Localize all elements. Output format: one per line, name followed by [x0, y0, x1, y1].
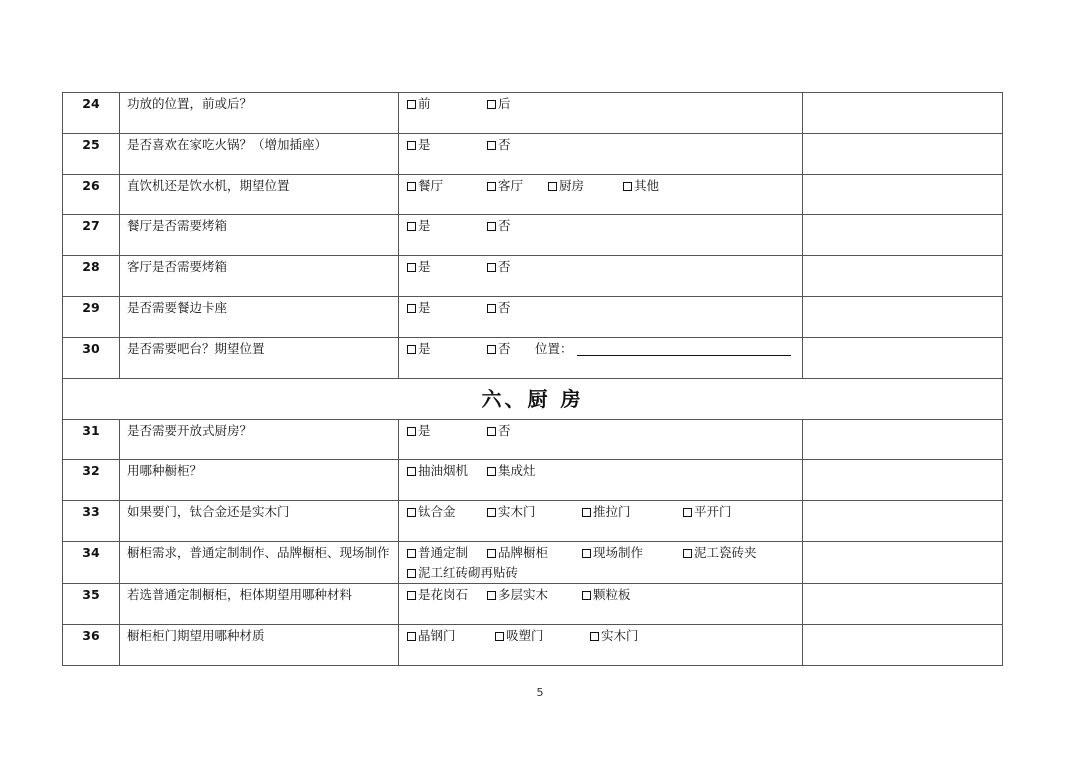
option-label: 厨房 [559, 177, 585, 193]
checkbox-icon[interactable] [407, 182, 416, 191]
options-cell [399, 419, 803, 460]
question-row [63, 174, 1003, 215]
question-text: 餐厅是否需要烤箱 [120, 215, 399, 256]
checkbox-icon[interactable] [487, 549, 496, 558]
options-cell [399, 256, 803, 297]
question-number: 35 [63, 583, 120, 624]
option-checkbox[interactable] [407, 94, 431, 114]
question-number: 30 [63, 337, 120, 378]
question-text: 如果要门，钛合金还是实木门 [120, 501, 399, 542]
checkbox-icon[interactable] [407, 345, 416, 354]
options-cell [399, 501, 803, 542]
checkbox-icon[interactable] [582, 591, 591, 600]
options-cell [399, 93, 803, 134]
option-label: 否 [498, 340, 511, 356]
question-number: 31 [63, 419, 120, 460]
checkbox-icon[interactable] [407, 508, 416, 517]
question-row [63, 583, 1003, 624]
options-cell [399, 541, 803, 583]
checkbox-icon[interactable] [548, 182, 557, 191]
question-row [63, 215, 1003, 256]
question-row [63, 541, 1003, 583]
question-number: 34 [63, 541, 120, 583]
option-checkbox[interactable] [487, 421, 511, 441]
question-text: 橱柜柜门期望用哪种材质 [120, 624, 399, 665]
question-text: 是否喜欢在家吃火锅？（增加插座） [120, 133, 399, 174]
checkbox-icon[interactable] [487, 100, 496, 109]
checkbox-icon[interactable] [487, 591, 496, 600]
checkbox-icon[interactable] [407, 427, 416, 436]
option-checkbox[interactable] [683, 502, 732, 522]
options-cell [399, 174, 803, 215]
remark-cell[interactable] [803, 583, 1003, 624]
option-checkbox[interactable] [582, 502, 631, 522]
question-row [63, 501, 1003, 542]
option-checkbox[interactable] [407, 176, 443, 196]
remark-cell[interactable] [803, 541, 1003, 583]
question-number: 36 [63, 624, 120, 665]
question-text: 是否需要开放式厨房？ [120, 419, 399, 460]
option-label: 品牌橱柜 [498, 544, 549, 560]
option-label: 否 [498, 422, 511, 438]
option-checkbox[interactable] [548, 176, 584, 196]
checkbox-icon[interactable] [590, 632, 599, 641]
question-text: 功放的位置，前或后？ [120, 93, 399, 134]
checkbox-icon[interactable] [407, 304, 416, 313]
option-checkbox[interactable] [582, 543, 643, 563]
remark-cell[interactable] [803, 501, 1003, 542]
position-label: 位置： [535, 340, 573, 356]
question-row [63, 337, 1003, 378]
question-number: 25 [63, 133, 120, 174]
option-checkbox[interactable] [407, 585, 468, 605]
option-label: 是 [418, 340, 431, 356]
option-checkbox[interactable] [407, 339, 431, 359]
option-checkbox[interactable] [407, 461, 468, 481]
option-label: 餐厅 [418, 177, 444, 193]
remark-cell[interactable] [803, 256, 1003, 297]
remark-cell[interactable] [803, 419, 1003, 460]
option-label: 吸塑门 [506, 627, 544, 643]
option-label: 是 [418, 422, 431, 438]
checkbox-icon[interactable] [487, 467, 496, 476]
questionnaire-sheet [62, 92, 1002, 666]
option-checkbox[interactable] [582, 585, 631, 605]
option-label: 现场制作 [593, 544, 644, 560]
option-checkbox[interactable] [407, 216, 431, 236]
options-cell [399, 296, 803, 337]
question-text: 客厅是否需要烤箱 [120, 256, 399, 297]
question-text: 是否需要吧台？期望位置 [120, 337, 399, 378]
option-checkbox[interactable] [495, 626, 544, 646]
remark-cell[interactable] [803, 215, 1003, 256]
option-checkbox[interactable] [487, 585, 548, 605]
option-label: 晶钢门 [418, 627, 456, 643]
question-number: 26 [63, 174, 120, 215]
page-number: 5 [536, 686, 544, 699]
option-checkbox[interactable] [407, 563, 518, 583]
question-text: 若选普通定制橱柜，柜体期望用哪种材料 [120, 583, 399, 624]
option-checkbox[interactable] [683, 543, 757, 563]
checkbox-icon[interactable] [487, 263, 496, 272]
checkbox-icon[interactable] [487, 304, 496, 313]
checkbox-icon[interactable] [623, 182, 632, 191]
question-number: 33 [63, 501, 120, 542]
option-checkbox[interactable] [487, 216, 511, 236]
question-row [63, 133, 1003, 174]
option-checkbox[interactable] [487, 502, 536, 522]
option-checkbox[interactable] [407, 421, 431, 441]
checkbox-icon[interactable] [407, 467, 416, 476]
position-field[interactable] [535, 339, 791, 359]
option-label: 多层实木 [498, 586, 549, 602]
question-row [63, 419, 1003, 460]
option-checkbox[interactable] [487, 135, 511, 155]
options-cell [399, 460, 803, 501]
option-checkbox[interactable] [487, 543, 548, 563]
checkbox-icon[interactable] [495, 632, 504, 641]
questionnaire-table [62, 92, 1003, 666]
option-label: 普通定制 [418, 544, 469, 560]
option-label: 泥工红砖砌再贴砖 [418, 564, 519, 580]
option-label: 钛合金 [418, 504, 456, 520]
question-text: 直饮机还是饮水机，期望位置 [120, 174, 399, 215]
option-checkbox[interactable] [487, 298, 511, 318]
option-checkbox[interactable] [407, 626, 456, 646]
checkbox-icon[interactable] [683, 508, 692, 517]
remark-cell[interactable] [803, 296, 1003, 337]
options-cell [399, 133, 803, 174]
option-checkbox[interactable] [623, 176, 659, 196]
checkbox-icon[interactable] [407, 263, 416, 272]
option-label: 否 [498, 136, 511, 152]
checkbox-icon[interactable] [683, 549, 692, 558]
question-text: 用哪种橱柜？ [120, 460, 399, 501]
option-checkbox[interactable] [487, 176, 523, 196]
option-label: 平开门 [694, 504, 732, 520]
option-label: 客厅 [498, 177, 524, 193]
question-text: 是否需要餐边卡座 [120, 296, 399, 337]
question-row [63, 256, 1003, 297]
question-number: 24 [63, 93, 120, 134]
checkbox-icon[interactable] [407, 141, 416, 150]
checkbox-icon[interactable] [487, 427, 496, 436]
question-row [63, 296, 1003, 337]
remark-cell[interactable] [803, 337, 1003, 378]
option-label: 推拉门 [593, 504, 631, 520]
option-checkbox[interactable] [487, 94, 511, 114]
option-checkbox[interactable] [407, 298, 431, 318]
remark-cell[interactable] [803, 93, 1003, 134]
option-label: 其他 [634, 177, 660, 193]
checkbox-icon[interactable] [407, 591, 416, 600]
option-label: 否 [498, 218, 511, 234]
option-label: 是 [418, 299, 431, 315]
option-label: 是花岗石 [418, 586, 469, 602]
checkbox-icon[interactable] [407, 569, 416, 578]
option-checkbox[interactable] [487, 461, 536, 481]
options-cell [399, 583, 803, 624]
remark-cell[interactable] [803, 460, 1003, 501]
remark-cell[interactable] [803, 174, 1003, 215]
option-checkbox[interactable] [407, 135, 431, 155]
option-label: 是 [418, 136, 431, 152]
option-label: 颗粒板 [593, 586, 631, 602]
checkbox-icon[interactable] [582, 549, 591, 558]
question-row [63, 460, 1003, 501]
remark-cell[interactable] [803, 624, 1003, 665]
question-number: 29 [63, 296, 120, 337]
question-row [63, 93, 1003, 134]
question-number: 27 [63, 215, 120, 256]
option-label: 实木门 [601, 627, 639, 643]
checkbox-icon[interactable] [582, 508, 591, 517]
option-label: 是 [418, 218, 431, 234]
position-blank-line[interactable] [577, 341, 791, 356]
option-checkbox[interactable] [407, 257, 431, 277]
question-row [63, 624, 1003, 665]
option-label: 否 [498, 259, 511, 275]
options-cell [399, 624, 803, 665]
checkbox-icon[interactable] [407, 100, 416, 109]
checkbox-icon[interactable] [487, 222, 496, 231]
question-number: 32 [63, 460, 120, 501]
option-checkbox[interactable] [407, 502, 456, 522]
checkbox-icon[interactable] [487, 345, 496, 354]
checkbox-icon[interactable] [487, 508, 496, 517]
checkbox-icon[interactable] [487, 141, 496, 150]
option-label: 否 [498, 299, 511, 315]
option-label: 集成灶 [498, 463, 536, 479]
checkbox-icon[interactable] [487, 182, 496, 191]
options-cell [399, 337, 803, 378]
question-text: 橱柜需求，普通定制制作、品牌橱柜、现场制作 [120, 541, 399, 583]
checkbox-icon[interactable] [407, 549, 416, 558]
remark-cell[interactable] [803, 133, 1003, 174]
option-checkbox[interactable] [590, 626, 639, 646]
option-checkbox[interactable] [487, 339, 511, 359]
option-label: 实木门 [498, 504, 536, 520]
options-cell [399, 215, 803, 256]
checkbox-icon[interactable] [407, 222, 416, 231]
option-label: 是 [418, 259, 431, 275]
option-checkbox[interactable] [487, 257, 511, 277]
section-row [63, 378, 1003, 419]
option-label: 抽油烟机 [418, 463, 469, 479]
section-title: 六、厨 房 [63, 378, 1003, 419]
option-checkbox[interactable] [407, 543, 468, 563]
checkbox-icon[interactable] [407, 632, 416, 641]
option-label: 泥工瓷砖夹 [694, 544, 757, 560]
question-number: 28 [63, 256, 120, 297]
option-label: 后 [498, 96, 511, 111]
option-label: 前 [418, 96, 431, 111]
